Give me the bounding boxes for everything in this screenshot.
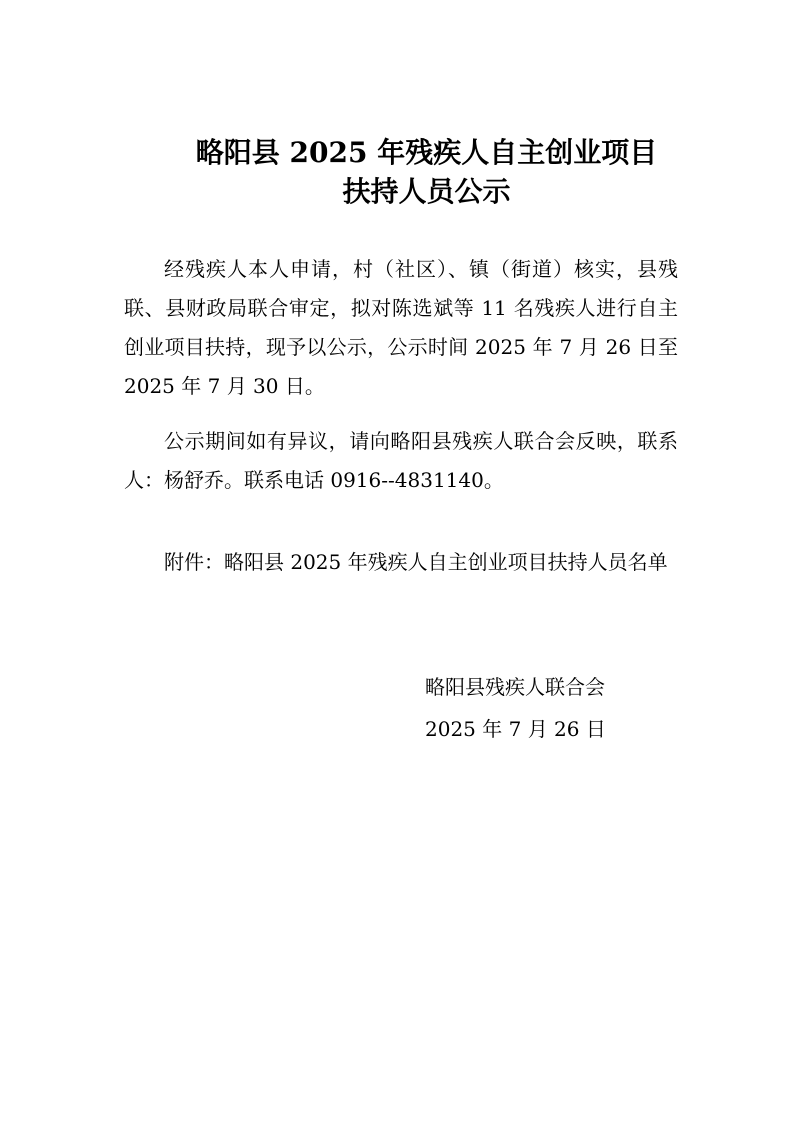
document-title-line2: 扶持人员公示 xyxy=(342,175,511,208)
notice-paragraph-2-block xyxy=(124,422,678,500)
notice-paragraph-2: 公示期间如有异议，请向略阳县残疾人联合会反映，联系人：杨舒乔。联系电话 0916--4831140。 xyxy=(124,429,678,492)
attachment-line: 附件：略阳县 2025 年残疾人自主创业项目扶持人员名单 xyxy=(164,550,668,574)
notice-paragraph-1: 经残疾人本人申请，村（社区）、镇（街道）核实，县残联、县财政局联合审定，拟对陈选斌等 11 名残疾人进行自主创业项目扶持，现予以公示，公示时间 2025 年 7 月 26 日至 2025 年 7 月 30 日。 xyxy=(124,257,678,398)
notice-paragraph-1-block xyxy=(124,250,678,406)
document-title-line1: 略阳县 2025 年残疾人自主创业项目 xyxy=(195,136,658,169)
signature-date: 2025 年 7 月 26 日 xyxy=(425,717,606,741)
signature-organization: 略阳县残疾人联合会 xyxy=(425,675,605,699)
